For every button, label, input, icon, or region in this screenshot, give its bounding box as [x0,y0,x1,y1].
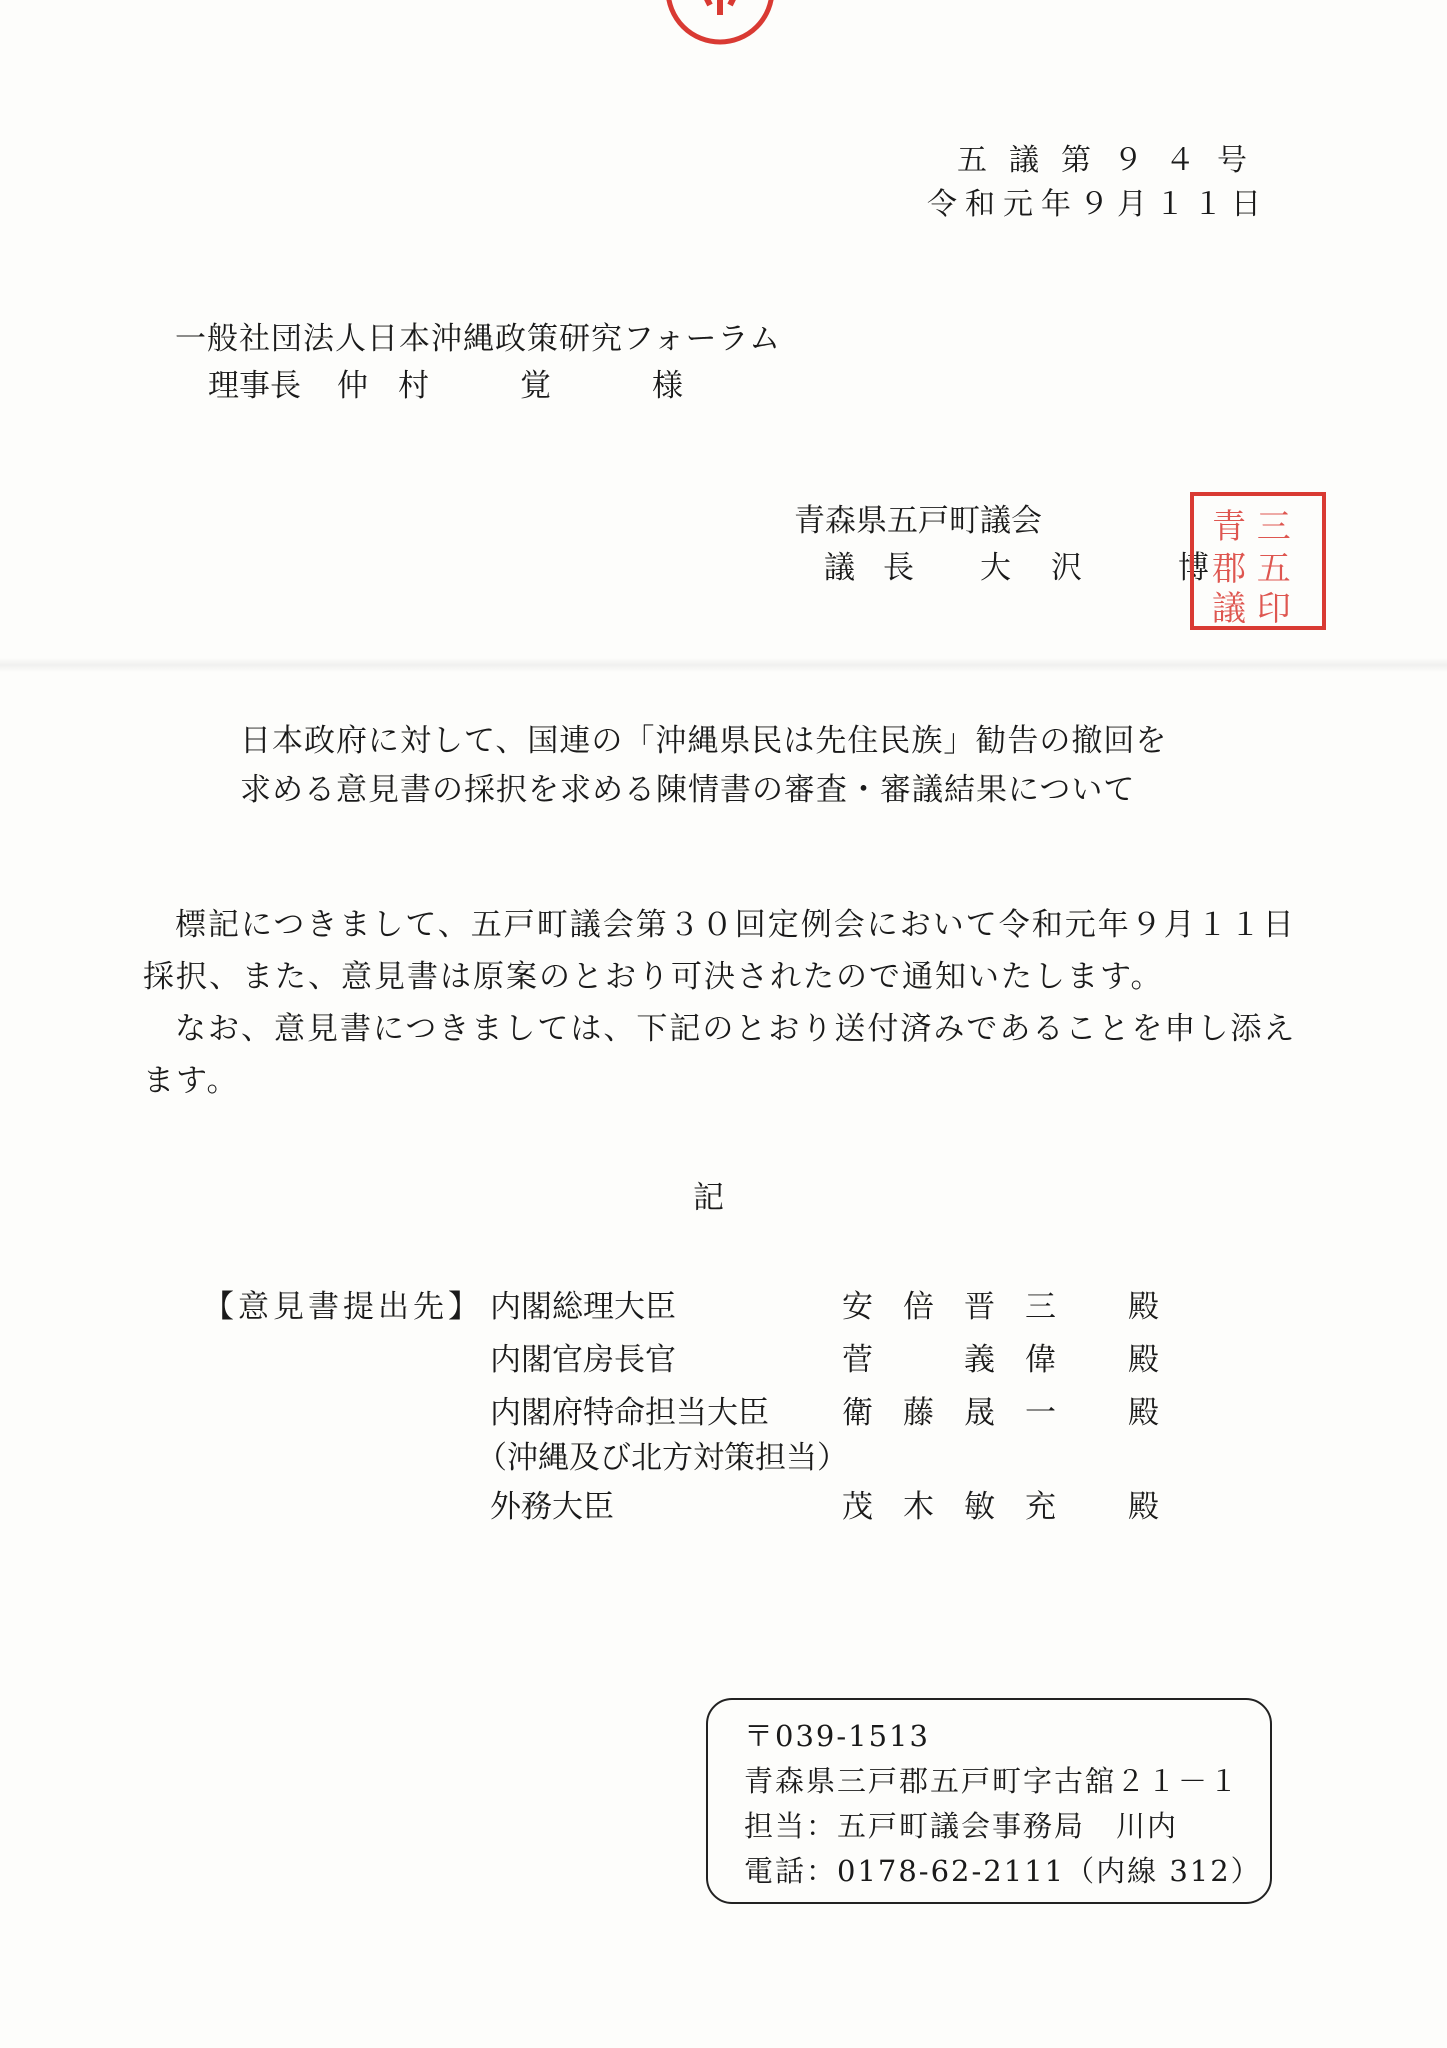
contact-postal: 〒039-1513 [744,1719,930,1753]
body-line-4: ます。 [143,1063,240,1099]
recipient-note: （沖縄及び北方対策担当） [476,1440,848,1476]
recipient-honorific: 殿 [1128,1289,1159,1325]
top-seal-stamp [655,0,785,52]
recipient-honorific: 殿 [1128,1395,1159,1431]
addressee-honorific: 様 [652,368,683,404]
recipient-honorific: 殿 [1128,1489,1159,1525]
recipient-title: 内閣府特命担当大臣 [490,1395,769,1431]
ki-heading: 記 [693,1180,724,1216]
sender-title: 議長 [824,550,942,586]
addressee-organization: 一般社団法人日本沖縄政策研究フォーラム [175,321,782,357]
recipient-honorific: 殿 [1128,1342,1159,1378]
subject-line-1: 日本政府に対して、国連の「沖縄県民は先住民族」勧告の撤回を [240,723,1168,759]
chairman-seal-stamp [1188,490,1328,632]
document-date: 令和元年９月１１日 [927,187,1269,222]
contact-box [706,1698,1272,1904]
recipients-label: 【意見書提出先】 [203,1289,483,1325]
recipient-title: 内閣官房長官 [490,1342,676,1378]
addressee-name: 仲村 覚 [337,368,581,404]
svg-text:議 印: 議 印 [1212,589,1291,629]
document-number: 五議第９４号 [957,143,1269,178]
sender-organization: 青森県五戸町議会 [794,503,1042,539]
svg-text:郡 五: 郡 五 [1212,549,1291,589]
recipient-name: 衛藤晟一 [842,1395,1086,1431]
body-line-2: 採択、また、意見書は原案のとおり可決されたので通知いたします。 [143,959,1164,995]
recipient-name: 菅 義偉 [842,1342,1086,1378]
recipient-name: 茂木敏充 [842,1489,1086,1525]
body-line-3: なお、意見書につきましては、下記のとおり送付済みであることを申し添え [175,1011,1297,1047]
contact-person: 担当：五戸町議会事務局 川内 [744,1809,1179,1843]
contact-phone: 電話：0178-62-2111（内線 312） [744,1854,1262,1888]
body-line-1: 標記につきまして、五戸町議会第３０回定例会において令和元年９月１１日 [175,907,1296,943]
recipient-title: 外務大臣 [490,1489,614,1525]
recipient-name: 安倍晋三 [842,1289,1086,1325]
subject-line-2: 求める意見書の採択を求める陳情書の審査・審議結果について [240,772,1136,808]
addressee-title: 理事長 [208,368,301,404]
recipient-title: 内閣総理大臣 [490,1289,676,1325]
contact-address: 青森県三戸郡五戸町字古舘２１－１ [744,1764,1241,1798]
svg-text:青 三: 青 三 [1212,507,1291,547]
paper-fold-shadow [0,658,1447,672]
sender-name-last: 博 [1178,550,1209,586]
sender-name: 大沢 [980,550,1122,586]
